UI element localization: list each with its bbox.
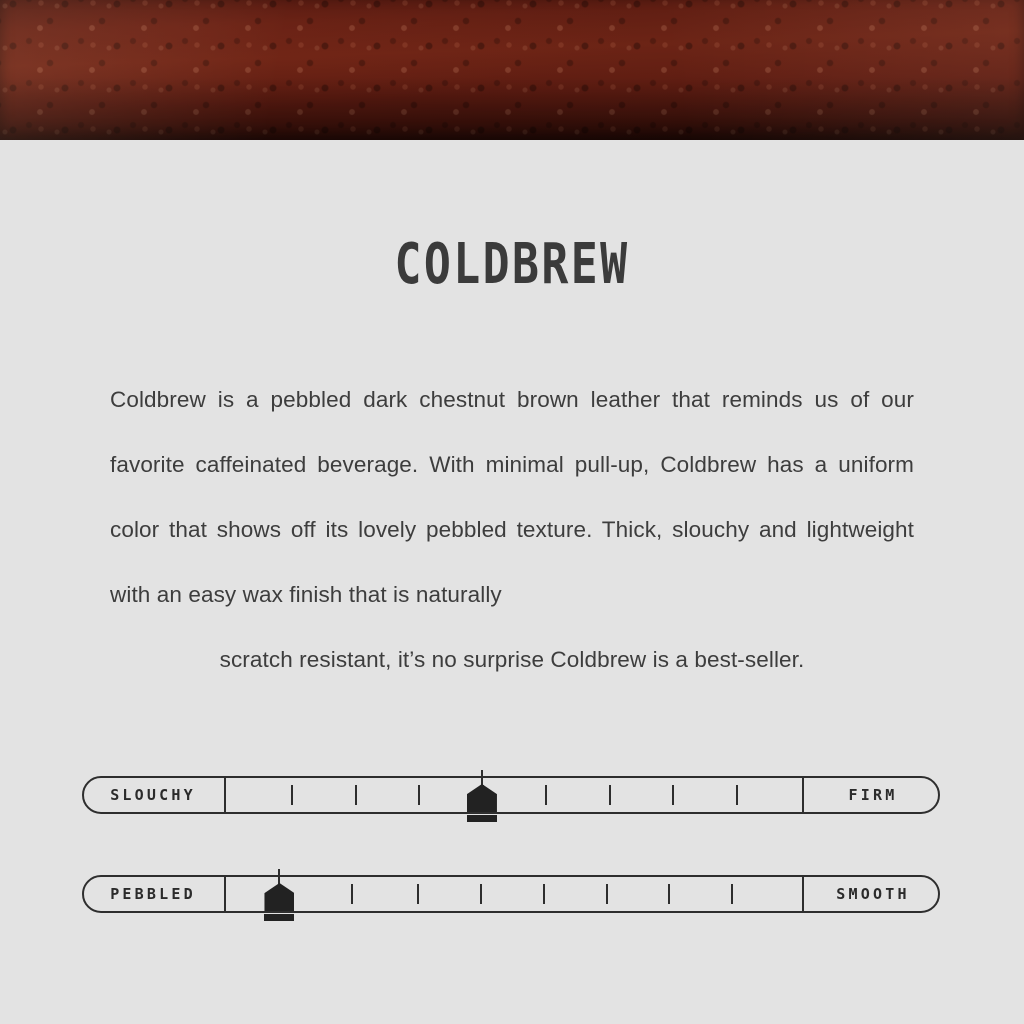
scale-marker-base [467,815,497,822]
scale-right-label: SMOOTH [802,875,940,913]
scale-tick [606,884,608,904]
product-description [110,367,914,692]
scale-tick [672,785,674,805]
scale-tick [480,884,482,904]
scale-marker-stem [481,770,483,786]
scale-tick [668,884,670,904]
scale-left-label: PEBBLED [82,875,226,913]
slouchy-firm-scale [82,776,940,814]
scale-marker-pin [264,883,294,911]
scale-tick [291,785,293,805]
scale-tick [418,785,420,805]
product-description-last-line: scratch resistant, it’s no surprise Coldbrew is a best-seller. [219,647,805,672]
scale-left-label: SLOUCHY [82,776,226,814]
scale-right-label: FIRM [802,776,940,814]
scale-marker-stem [278,869,280,885]
page-title: COLDBREW [394,232,630,297]
scale-tick [545,785,547,805]
scale-marker-base [264,914,294,921]
scale-marker [467,784,497,822]
scale-tick [417,884,419,904]
attribute-scales [82,776,940,974]
scale-tick [736,785,738,805]
scale-marker-pin [467,784,497,812]
scale-marker [264,883,294,921]
leather-swatch-photo [0,0,1024,140]
scale-ticks [228,877,800,911]
scale-tick [355,785,357,805]
scale-tick [609,785,611,805]
product-description-main: Coldbrew is a pebbled dark chestnut brown leather that reminds us of our favorite caffeinated beverage. With minimal pull-up, Coldbrew has a uniform color that shows off its lovely pebbled texture. Thick, slouchy and lightweight with an easy wax finish that is naturally [110,387,914,607]
scale-tick [731,884,733,904]
scale-tick [351,884,353,904]
scale-ticks [228,778,800,812]
pebbled-smooth-scale [82,875,940,913]
scale-tick [543,884,545,904]
